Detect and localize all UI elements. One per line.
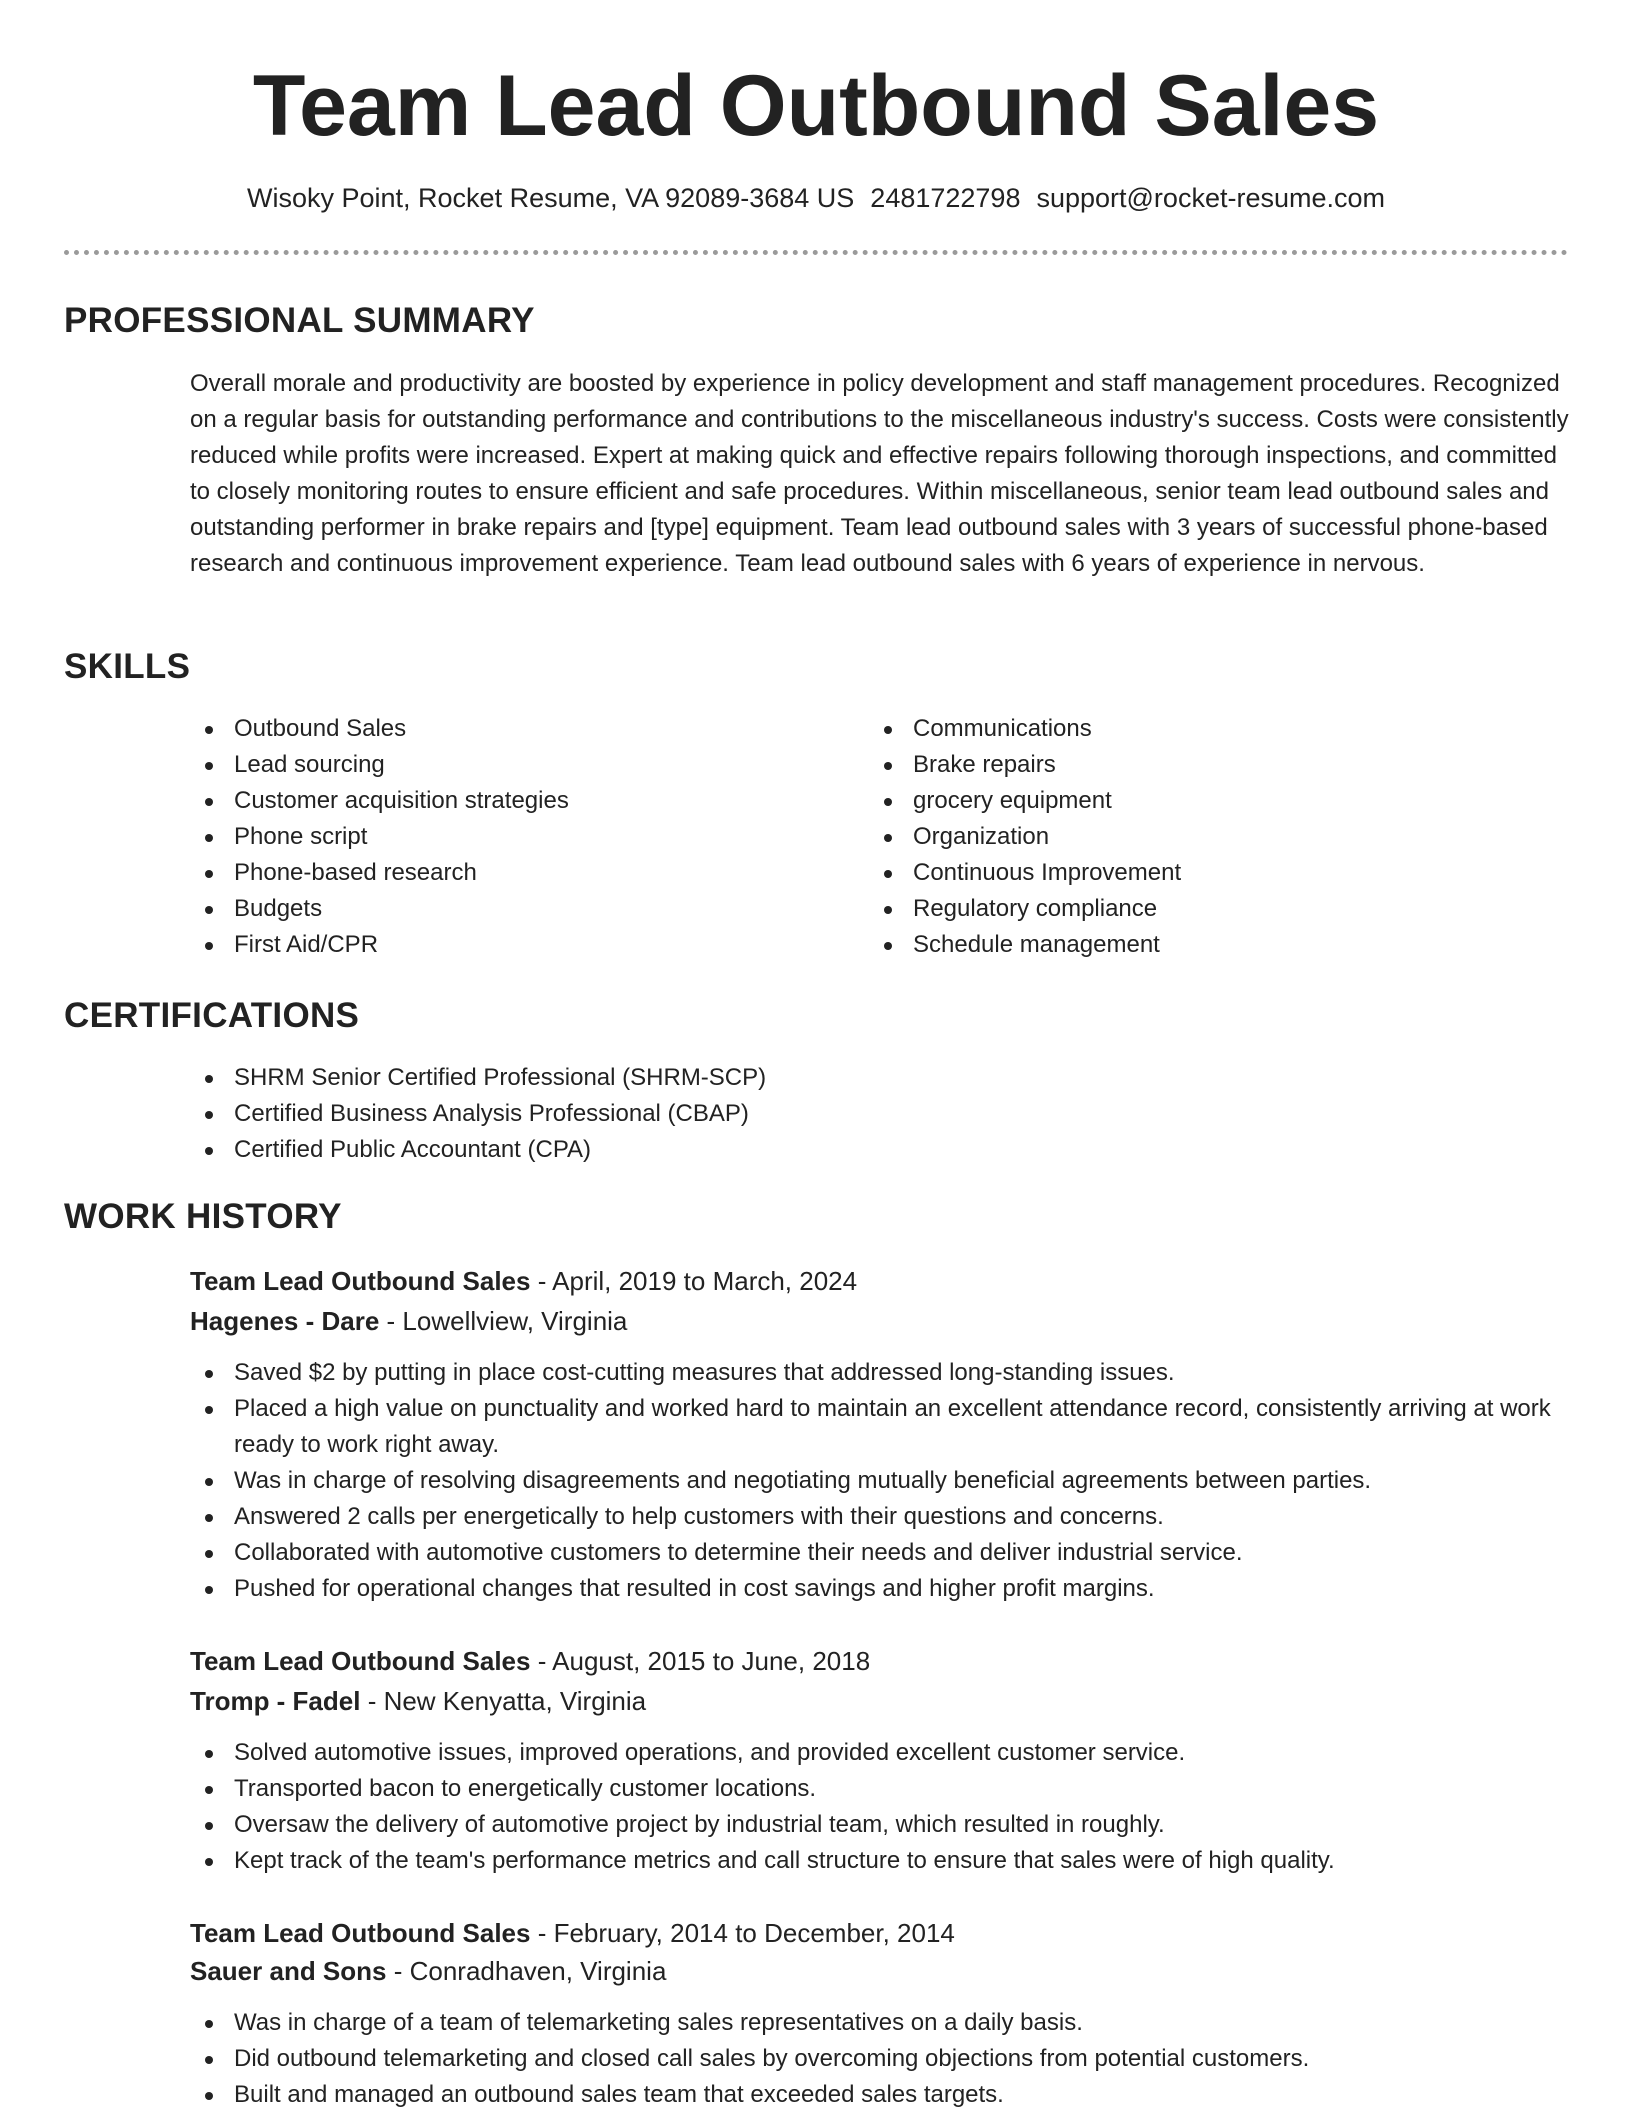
section-title-work-history: WORK HISTORY <box>64 1197 342 1236</box>
job-company-line <box>190 1303 627 1339</box>
skill-item: Phone-based research <box>190 855 830 891</box>
skill-item: Schedule management <box>869 927 1509 963</box>
skill-item: Lead sourcing <box>190 747 830 783</box>
certification-item: SHRM Senior Certified Professional (SHRM-SCP) <box>190 1060 1570 1096</box>
job-bullet: Collaborated with automotive customers to determine their needs and deliver industrial service. <box>190 1535 1570 1571</box>
certification-item: Certified Public Accountant (CPA) <box>190 1132 1570 1168</box>
skill-item: Organization <box>869 819 1509 855</box>
job-location: - New Kenyatta, Virginia <box>360 1686 647 1716</box>
job-bullet: Transported bacon to energetically customer locations. <box>190 1771 1570 1807</box>
job-company: Sauer and Sons <box>190 1956 387 1986</box>
job-company: Hagenes - Dare <box>190 1306 380 1336</box>
job-dates: - August, 2015 to June, 2018 <box>530 1646 871 1676</box>
skill-item: Brake repairs <box>869 747 1509 783</box>
job-bullet: Was in charge of resolving disagreements and negotiating mutually beneficial agreements between parties. <box>190 1463 1570 1499</box>
job-bullet: Built and managed an outbound sales team that exceeded sales targets. <box>190 2077 1570 2113</box>
job-bullet: Answered 2 calls per energetically to help customers with their questions and concerns. <box>190 1499 1570 1535</box>
skill-item: Phone script <box>190 819 830 855</box>
job-location: - Lowellview, Virginia <box>379 1306 628 1336</box>
job-bullet: Was in charge of a team of telemarketing sales representatives on a daily basis. <box>190 2005 1570 2041</box>
job-bullet: Solved automotive issues, improved operations, and provided excellent customer service. <box>190 1735 1570 1771</box>
job-title-line <box>190 1915 955 1951</box>
job-role: Team Lead Outbound Sales <box>190 1646 531 1676</box>
job-location: - Conradhaven, Virginia <box>386 1956 667 1986</box>
job-bullet: Placed a high value on punctuality and worked hard to maintain an excellent attendance record, consistently arriving at work ready to work right away. <box>190 1391 1570 1463</box>
job-bullet: Did outbound telemarketing and closed call sales by overcoming objections from potential customers. <box>190 2041 1570 2077</box>
skill-item: Regulatory compliance <box>869 891 1509 927</box>
skill-item: grocery equipment <box>869 783 1509 819</box>
job-title-line <box>190 1643 870 1679</box>
candidate-name: Team Lead Outbound Sales <box>252 58 1380 154</box>
job-bullet: Pushed for operational changes that resulted in cost savings and higher profit margins. <box>190 1571 1570 1607</box>
skill-item: Outbound Sales <box>190 711 830 747</box>
skill-item: Communications <box>869 711 1509 747</box>
job-bullets <box>190 1355 1570 1607</box>
header-divider <box>64 250 1568 255</box>
job-dates: - February, 2014 to December, 2014 <box>530 1918 955 1948</box>
skill-item: Customer acquisition strategies <box>190 783 830 819</box>
contact-address: Wisoky Point, Rocket Resume, VA 92089-3684 US <box>247 183 855 213</box>
job-bullet: Oversaw the delivery of automotive project by industrial team, which resulted in roughly. <box>190 1807 1570 1843</box>
skill-item: Continuous Improvement <box>869 855 1509 891</box>
contact-phone: 2481722798 <box>870 183 1021 213</box>
job-role: Team Lead Outbound Sales <box>190 1918 531 1948</box>
contact-email: support@rocket-resume.com <box>1036 183 1385 213</box>
summary-text: Overall morale and productivity are boosted by experience in policy development and staff management procedures. Recognized on a regular basis for outstanding performance and contributions to the miscellaneous industry's success. Costs were consistently reduced while profits were increased. Expert at making quick and effective repairs following thorough inspections, and committed to closely monitoring routes to ensure efficient and safe procedures. Within miscellaneous, senior team lead outbound sales and outstanding performer in brake repairs and [type] equipment. Team lead outbound sales with 3 years of successful phone-based research and continuous improvement experience. Team lead outbound sales with 6 years of experience in nervous. <box>190 370 1569 577</box>
section-title-skills: SKILLS <box>64 647 191 686</box>
job-bullets <box>190 2005 1570 2113</box>
skills-list-right <box>869 711 1509 963</box>
job-role: Team Lead Outbound Sales <box>190 1266 531 1296</box>
skills-list-left <box>190 711 830 963</box>
skill-item: Budgets <box>190 891 830 927</box>
job-bullet: Kept track of the team's performance metrics and call structure to ensure that sales were of high quality. <box>190 1843 1570 1879</box>
job-company: Tromp - Fadel <box>190 1686 361 1716</box>
skill-item: First Aid/CPR <box>190 927 830 963</box>
job-bullets <box>190 1735 1570 1879</box>
certifications-list <box>190 1060 1570 1168</box>
job-company-line <box>190 1953 666 1989</box>
job-title-line <box>190 1263 857 1299</box>
section-title-summary: PROFESSIONAL SUMMARY <box>64 301 535 340</box>
job-company-line <box>190 1683 646 1719</box>
job-dates: - April, 2019 to March, 2024 <box>530 1266 858 1296</box>
section-title-certifications: CERTIFICATIONS <box>64 996 360 1035</box>
contact-line <box>0 180 1632 216</box>
job-bullet: Saved $2 by putting in place cost-cutting measures that addressed long-standing issues. <box>190 1355 1570 1391</box>
certification-item: Certified Business Analysis Professional (CBAP) <box>190 1096 1570 1132</box>
